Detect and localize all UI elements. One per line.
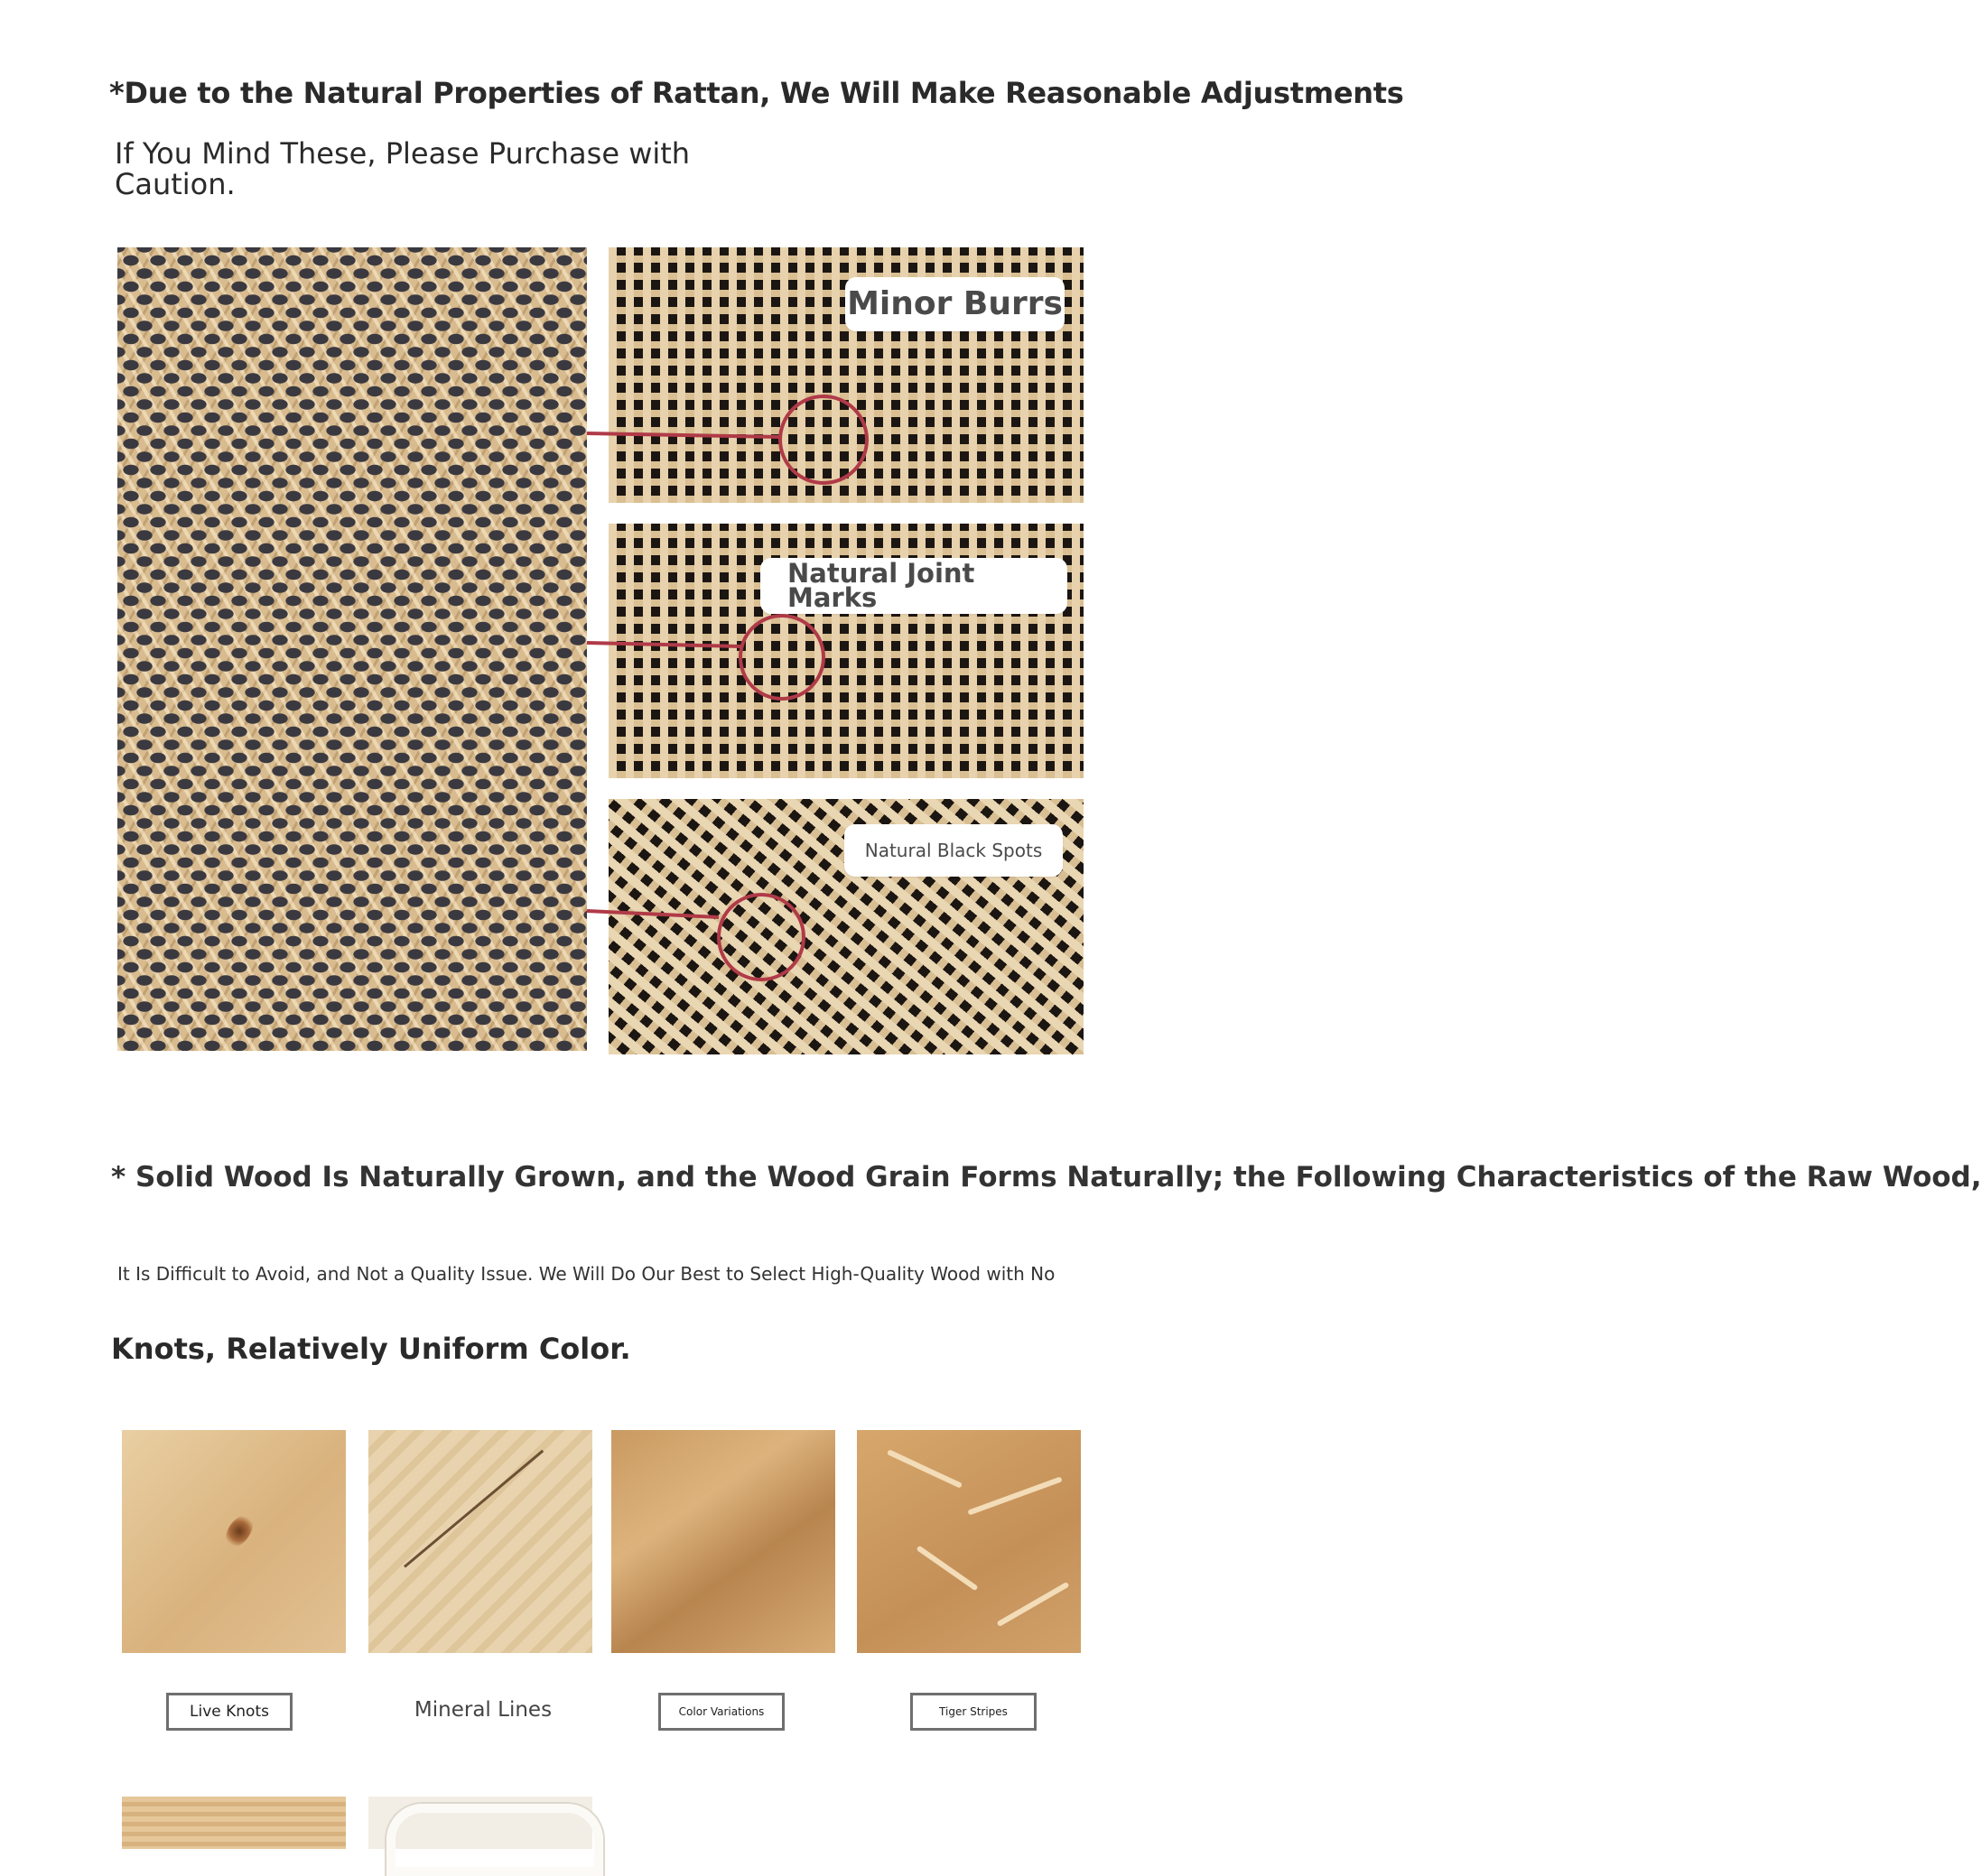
tiger-stripe-mark [967, 1476, 1062, 1515]
callout-label-joint-marks [760, 558, 1067, 614]
callout-label-black-spots: Natural Black Spots [844, 824, 1063, 877]
fabric-fold [386, 1804, 603, 1876]
wood-heading-continued: Knots, Relatively Uniform Color. [111, 1332, 631, 1366]
rattan-heading: *Due to the Natural Properties of Rattan, We Will Make Reasonable Adjustments [109, 76, 1404, 110]
wood-sample-tiger-stripes-photo [857, 1430, 1081, 1653]
wood-note: It Is Difficult to Avoid, and Not a Quality Issue. We Will Do Our Best to Select High-Quality Wood with No [117, 1263, 1056, 1285]
label-tiger-stripes: Tiger Stripes [910, 1693, 1037, 1731]
mineral-line-mark [404, 1450, 544, 1568]
label-live-knots: Live Knots [166, 1693, 293, 1731]
callout-label-minor-burrs: Minor Burrs [845, 277, 1065, 331]
tiger-stripe-mark [887, 1449, 963, 1488]
knot-mark [220, 1510, 259, 1553]
rattan-weave-large-photo [117, 247, 587, 1051]
callout-label-joint-marks-text: Natural Joint Marks [787, 558, 975, 613]
wood-heading: * Solid Wood Is Naturally Grown, and the Wood Grain Forms Naturally; the Following Characteristics of the Raw Wood, [111, 1161, 1982, 1193]
label-mineral-lines: Mineral Lines [414, 1698, 553, 1722]
fabric-sample-photo-partial [368, 1797, 592, 1849]
rattan-subheading: If You Mind These, Please Purchase with Caution. [115, 136, 691, 201]
label-color-variations: Color Variations [658, 1693, 785, 1731]
wood-sample-mineral-lines-photo [368, 1430, 592, 1653]
tiger-stripe-mark [997, 1582, 1070, 1627]
wood-sample-live-knots-photo [122, 1430, 346, 1653]
wood-sample-photo-partial [122, 1797, 346, 1849]
tiger-stripe-mark [917, 1546, 979, 1592]
wood-sample-color-variations-photo [611, 1430, 835, 1653]
